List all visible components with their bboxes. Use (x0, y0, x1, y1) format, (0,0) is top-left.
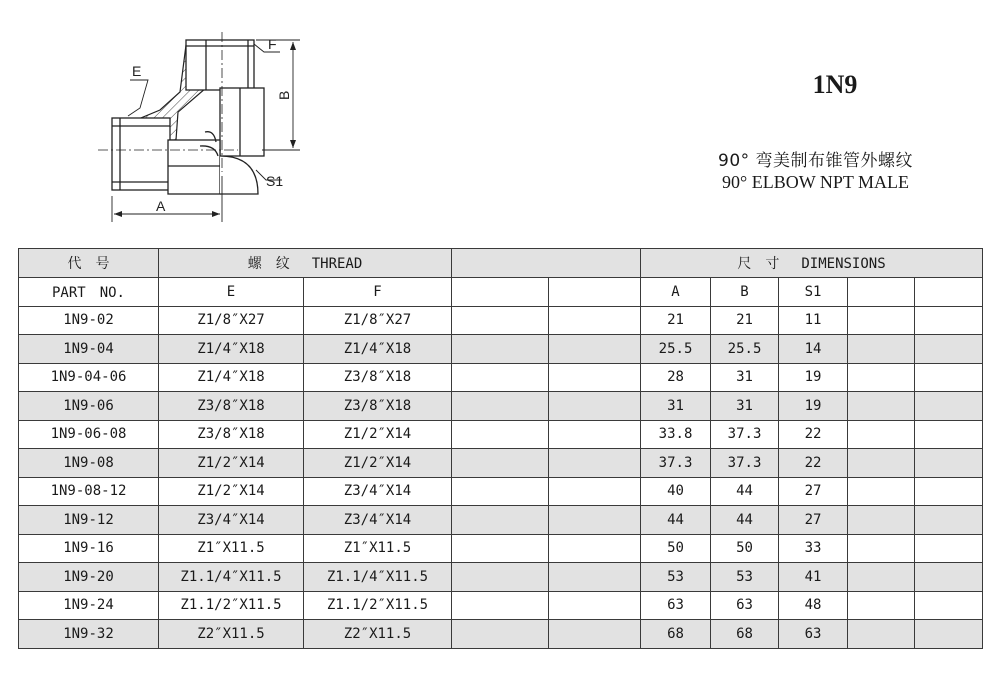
cell-blank (549, 392, 641, 421)
header-col-e: E (159, 278, 304, 307)
cell-thread-f: Z3/8″X18 (304, 363, 452, 392)
cell-dim-s1: 48 (779, 591, 848, 620)
cell-blank (452, 392, 549, 421)
product-title-en: 90° ELBOW NPT MALE (722, 172, 910, 192)
cell-thread-e: Z1.1/2″X11.5 (159, 591, 304, 620)
cell-dim-s1: 22 (779, 449, 848, 478)
cell-blank (915, 591, 983, 620)
label-f: F (268, 36, 277, 52)
cell-thread-e: Z3/4″X14 (159, 506, 304, 535)
left-thread (112, 118, 170, 190)
cell-blank (848, 534, 915, 563)
cell-dim-s1: 19 (779, 363, 848, 392)
cell-blank (452, 620, 549, 649)
cell-thread-e: Z1″X11.5 (159, 534, 304, 563)
cell-blank (452, 477, 549, 506)
cell-thread-e: Z3/8″X18 (159, 420, 304, 449)
cell-thread-e: Z2″X11.5 (159, 620, 304, 649)
cell-blank (549, 306, 641, 335)
cell-blank (915, 335, 983, 364)
cell-dim-a: 63 (641, 591, 711, 620)
cell-thread-f: Z2″X11.5 (304, 620, 452, 649)
cell-thread-e: Z1.1/4″X11.5 (159, 563, 304, 592)
cell-blank (915, 534, 983, 563)
cell-dim-b: 37.3 (711, 420, 779, 449)
table-row (19, 477, 983, 506)
cell-dim-s1: 27 (779, 506, 848, 535)
cell-dim-s1: 11 (779, 306, 848, 335)
cell-blank (549, 449, 641, 478)
cell-thread-e: Z1/4″X18 (159, 335, 304, 364)
cell-blank (452, 563, 549, 592)
cell-dim-s1: 33 (779, 534, 848, 563)
header-part-no: PART NO. (19, 278, 159, 307)
cell-thread-e: Z1/2″X14 (159, 477, 304, 506)
cell-dim-b: 44 (711, 506, 779, 535)
cell-dim-a: 25.5 (641, 335, 711, 364)
label-e: E (132, 63, 142, 79)
table-row (19, 506, 983, 535)
cell-dim-a: 21 (641, 306, 711, 335)
cell-blank (452, 534, 549, 563)
cell-dim-a: 33.8 (641, 420, 711, 449)
cell-thread-e: Z1/8″X27 (159, 306, 304, 335)
cell-blank (915, 420, 983, 449)
header-code-cn: 代 号 (19, 249, 159, 278)
top-hex (220, 88, 264, 156)
spec-table (18, 248, 983, 649)
cell-blank (915, 363, 983, 392)
elbow-curve (220, 156, 258, 194)
cell-thread-f: Z3/4″X14 (304, 506, 452, 535)
cell-blank (848, 477, 915, 506)
cell-dim-b: 31 (711, 363, 779, 392)
header-thread (159, 249, 452, 278)
cell-blank (848, 591, 915, 620)
cell-blank (848, 563, 915, 592)
cell-part-no: 1N9-04-06 (19, 363, 159, 392)
cell-blank (549, 534, 641, 563)
cell-blank (848, 306, 915, 335)
cell-dim-a: 44 (641, 506, 711, 535)
cell-dim-a: 31 (641, 392, 711, 421)
cell-blank (848, 335, 915, 364)
cell-dim-b: 63 (711, 591, 779, 620)
cell-blank (848, 420, 915, 449)
cell-thread-f: Z1.1/4″X11.5 (304, 563, 452, 592)
cell-dim-b: 37.3 (711, 449, 779, 478)
cell-blank (848, 506, 915, 535)
cell-part-no: 1N9-02 (19, 306, 159, 335)
table-row (19, 591, 983, 620)
header-blank (452, 249, 641, 278)
header-col-blank-1 (452, 278, 549, 307)
cell-blank (452, 506, 549, 535)
cell-dim-b: 21 (711, 306, 779, 335)
header-row-2 (19, 278, 983, 307)
cell-thread-f: Z1/2″X14 (304, 449, 452, 478)
table-row (19, 392, 983, 421)
cell-dim-s1: 22 (779, 420, 848, 449)
cell-dim-b: 44 (711, 477, 779, 506)
cell-dim-b: 53 (711, 563, 779, 592)
cell-thread-f: Z1/2″X14 (304, 420, 452, 449)
header-thread-en: THREAD (311, 256, 363, 272)
header-dim-cn: 尺 寸 (737, 256, 780, 272)
cell-dim-b: 31 (711, 392, 779, 421)
cell-blank (549, 563, 641, 592)
cell-blank (452, 449, 549, 478)
table-body (19, 306, 983, 648)
cell-blank (915, 563, 983, 592)
cell-part-no: 1N9-32 (19, 620, 159, 649)
top-thread (186, 40, 254, 90)
cell-part-no: 1N9-12 (19, 506, 159, 535)
cell-dim-a: 37.3 (641, 449, 711, 478)
cell-dim-s1: 41 (779, 563, 848, 592)
table-row (19, 335, 983, 364)
header-row-1 (19, 249, 983, 278)
cell-dim-s1: 63 (779, 620, 848, 649)
cell-dim-b: 25.5 (711, 335, 779, 364)
header-col-blank-3 (848, 278, 915, 307)
header-thread-cn: 螺 纹 (247, 256, 290, 272)
cell-part-no: 1N9-08 (19, 449, 159, 478)
table-row (19, 306, 983, 335)
cell-part-no: 1N9-08-12 (19, 477, 159, 506)
cell-dim-a: 40 (641, 477, 711, 506)
header-col-blank-4 (915, 278, 983, 307)
cell-blank (549, 620, 641, 649)
cell-dim-s1: 27 (779, 477, 848, 506)
table-row (19, 420, 983, 449)
label-b: B (276, 90, 292, 100)
cell-dim-b: 68 (711, 620, 779, 649)
cell-part-no: 1N9-06 (19, 392, 159, 421)
cell-blank (915, 620, 983, 649)
cell-blank (452, 420, 549, 449)
fitting-drawing (95, 30, 320, 225)
cell-part-no: 1N9-16 (19, 534, 159, 563)
cell-blank (848, 363, 915, 392)
cell-blank (452, 591, 549, 620)
cell-dim-s1: 14 (779, 335, 848, 364)
cell-blank (848, 449, 915, 478)
cell-blank (549, 335, 641, 364)
cell-thread-f: Z3/4″X14 (304, 477, 452, 506)
table-row (19, 534, 983, 563)
cell-blank (915, 506, 983, 535)
cell-blank (549, 477, 641, 506)
cell-part-no: 1N9-24 (19, 591, 159, 620)
cell-blank (549, 363, 641, 392)
cell-dim-a: 28 (641, 363, 711, 392)
cell-dim-a: 50 (641, 534, 711, 563)
header-col-s1: S1 (779, 278, 848, 307)
cell-thread-e: Z3/8″X18 (159, 392, 304, 421)
cell-dim-a: 68 (641, 620, 711, 649)
cell-dim-b: 50 (711, 534, 779, 563)
header-col-f: F (304, 278, 452, 307)
cell-blank (915, 392, 983, 421)
cell-part-no: 1N9-06-08 (19, 420, 159, 449)
cell-dim-a: 53 (641, 563, 711, 592)
product-title-cn: 90° 弯美制布锥管外螺纹 (718, 151, 914, 171)
cell-thread-e: Z1/4″X18 (159, 363, 304, 392)
label-s1: S1 (266, 173, 284, 189)
cell-thread-f: Z1/4″X18 (304, 335, 452, 364)
cell-blank (848, 392, 915, 421)
table-row (19, 363, 983, 392)
cell-thread-f: Z1/8″X27 (304, 306, 452, 335)
product-code: 1N9 (812, 70, 858, 99)
cell-blank (452, 363, 549, 392)
table-row (19, 449, 983, 478)
cell-blank (549, 420, 641, 449)
cell-thread-f: Z3/8″X18 (304, 392, 452, 421)
cell-thread-e: Z1/2″X14 (159, 449, 304, 478)
header-col-b: B (711, 278, 779, 307)
cell-blank (549, 506, 641, 535)
header-col-a: A (641, 278, 711, 307)
cell-blank (848, 620, 915, 649)
cell-blank (549, 591, 641, 620)
label-a: A (156, 198, 166, 214)
cell-blank (452, 306, 549, 335)
table-row (19, 620, 983, 649)
cell-thread-f: Z1.1/2″X11.5 (304, 591, 452, 620)
cell-part-no: 1N9-04 (19, 335, 159, 364)
cell-part-no: 1N9-20 (19, 563, 159, 592)
table-row (19, 563, 983, 592)
cell-blank (915, 477, 983, 506)
cell-blank (915, 449, 983, 478)
header-dimensions (641, 249, 983, 278)
header-dim-en: DIMENSIONS (801, 256, 886, 272)
cell-blank (452, 335, 549, 364)
cell-thread-f: Z1″X11.5 (304, 534, 452, 563)
cell-blank (915, 306, 983, 335)
cell-dim-s1: 19 (779, 392, 848, 421)
header-col-blank-2 (549, 278, 641, 307)
